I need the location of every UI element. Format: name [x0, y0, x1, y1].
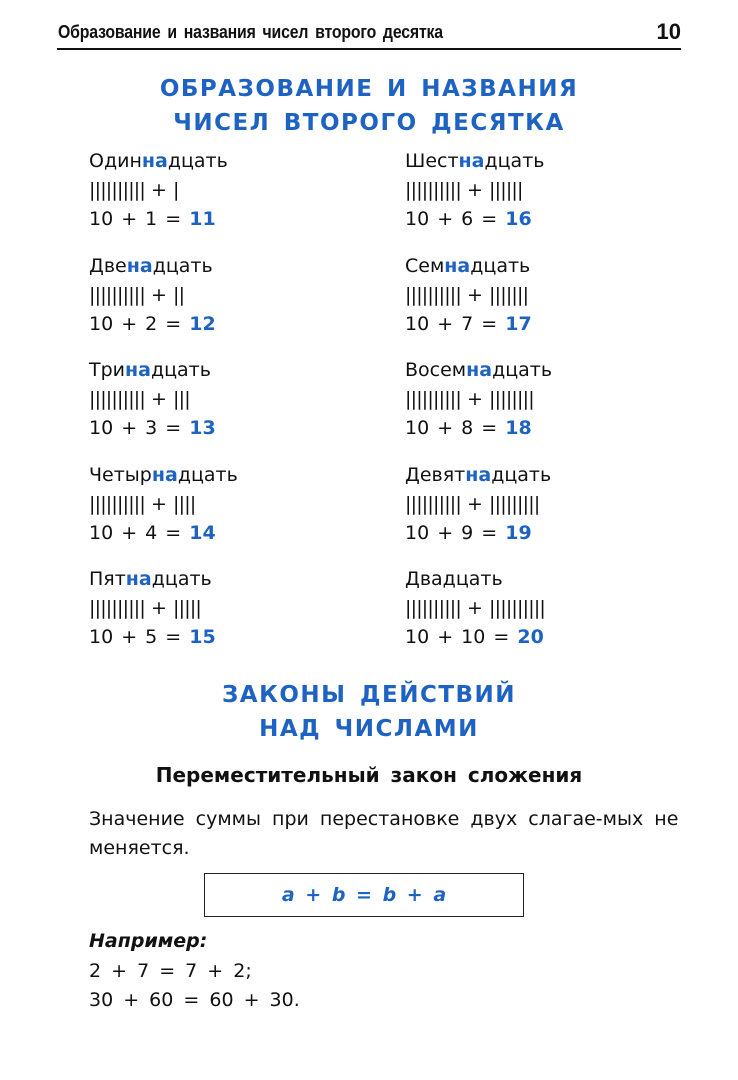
- number-name-highlight: на: [465, 463, 492, 486]
- number-name-prefix: Сем: [405, 254, 445, 277]
- section-title-numbers-line2: ЧИСЕЛ ВТОРОГО ДЕСЯТКА: [173, 110, 565, 136]
- number-entry: [405, 356, 705, 461]
- number-name: [89, 461, 389, 490]
- tally-sticks: [89, 385, 389, 414]
- number-entry: [89, 356, 389, 461]
- tally-units: ||||||||: [489, 388, 534, 410]
- equation-expression: 10 + 7 =: [405, 312, 506, 335]
- equation-expression: 10 + 9 =: [405, 521, 506, 544]
- running-head-title: Образование и названия чисел второго десятка: [58, 22, 443, 42]
- number-name: [89, 565, 389, 594]
- number-name: [405, 356, 705, 385]
- tally-sticks: [405, 594, 705, 623]
- number-name-suffix: дцать: [177, 463, 238, 486]
- number-name: [89, 147, 389, 176]
- tally-units: |||||||||: [489, 492, 540, 515]
- number-name-highlight: на: [125, 568, 152, 590]
- number-name-prefix: Восем: [405, 359, 467, 381]
- equation-expression: 10 + 4 =: [89, 521, 190, 544]
- law-description-text: Значение суммы при перестановке двух слагае-мых не меняется.: [89, 808, 679, 859]
- tally-sticks: [89, 594, 389, 623]
- formula: a + b = b + a: [281, 884, 447, 906]
- tally-units: ||||||||||: [489, 597, 546, 619]
- equation-expression: 10 + 10 =: [405, 626, 518, 648]
- tally-plus: +: [145, 179, 174, 201]
- number-name-prefix: Четыр: [89, 463, 152, 486]
- tally-sticks: [89, 281, 389, 310]
- equation-expression: 10 + 5 =: [89, 626, 190, 648]
- equation: [89, 414, 389, 442]
- equation-expression: 10 + 8 =: [405, 417, 506, 439]
- equation-result: 18: [505, 417, 532, 439]
- law-subheading: Переместительный закон сложения: [155, 763, 583, 787]
- numbers-column-left: [89, 147, 389, 670]
- tally-sticks: [405, 385, 705, 414]
- tally-plus: +: [461, 492, 490, 515]
- tally-units: |||||||: [489, 283, 529, 306]
- tally-ten: ||||||||||: [405, 179, 462, 201]
- page-number: 10: [656, 19, 681, 44]
- number-name-highlight: на: [125, 359, 151, 381]
- number-name-prefix: Три: [89, 359, 126, 381]
- tally-units: |: [173, 179, 179, 201]
- number-name: [89, 356, 389, 385]
- section-title-numbers-line1: ОБРАЗОВАНИЕ И НАЗВАНИЯ: [159, 76, 579, 102]
- running-head: [57, 19, 681, 50]
- tally-ten: ||||||||||: [405, 283, 462, 306]
- number-name-prefix: Один: [89, 150, 142, 172]
- number-name: [405, 252, 705, 281]
- equation: [405, 205, 705, 233]
- example-line-2: 30 + 60 = 60 + 30.: [89, 989, 300, 1011]
- number-name-suffix: дцать: [492, 359, 553, 381]
- tally-plus: +: [145, 388, 174, 410]
- equation: [89, 519, 389, 547]
- number-entry: [405, 252, 705, 357]
- equation: [405, 414, 705, 442]
- equation-result: 16: [505, 208, 532, 230]
- number-name-prefix: Двадцать: [405, 568, 503, 590]
- number-name-prefix: Две: [89, 254, 127, 277]
- equation-result: 19: [505, 521, 532, 544]
- tally-units: ||||: [173, 492, 196, 515]
- number-entry: [89, 461, 389, 566]
- tally-sticks: [89, 490, 389, 519]
- number-name-suffix: дцать: [151, 568, 212, 590]
- tally-ten: ||||||||||: [405, 492, 462, 515]
- number-name: [89, 252, 389, 281]
- equation-expression: 10 + 3 =: [89, 417, 190, 439]
- number-name-suffix: дцать: [491, 463, 552, 486]
- number-entry: [405, 147, 705, 252]
- number-name-prefix: Шест: [405, 150, 459, 172]
- equation-result: 20: [517, 626, 544, 648]
- number-name-suffix: дцать: [152, 254, 213, 277]
- number-entry: [405, 461, 705, 566]
- tally-ten: ||||||||||: [89, 179, 146, 201]
- tally-sticks: [405, 176, 705, 205]
- tally-sticks: [89, 176, 389, 205]
- tally-plus: +: [145, 492, 174, 515]
- number-name-highlight: на: [444, 254, 471, 277]
- number-entry: [89, 147, 389, 252]
- number-name-highlight: на: [458, 150, 485, 172]
- equation-result: 15: [189, 626, 216, 648]
- tally-ten: ||||||||||: [405, 597, 462, 619]
- tally-ten: ||||||||||: [405, 388, 462, 410]
- tally-plus: +: [461, 283, 490, 306]
- numbers-column-right: [405, 147, 705, 670]
- number-name: [405, 147, 705, 176]
- example-line-1: 2 + 7 = 7 + 2;: [89, 960, 252, 982]
- equation-result: 14: [189, 521, 216, 544]
- number-name-highlight: на: [151, 463, 178, 486]
- equation: [89, 623, 389, 651]
- number-entry: [405, 565, 705, 670]
- tally-ten: ||||||||||: [89, 597, 146, 619]
- section-title-laws-line1: ЗАКОНЫ ДЕЙСТВИЙ: [221, 682, 517, 708]
- tally-ten: ||||||||||: [89, 388, 146, 410]
- number-name: [405, 461, 705, 490]
- tally-sticks: [405, 490, 705, 519]
- equation: [89, 205, 389, 233]
- equation: [405, 519, 705, 547]
- number-name-suffix: дцать: [167, 150, 228, 172]
- equation: [89, 310, 389, 338]
- tally-sticks: [405, 281, 705, 310]
- tally-plus: +: [461, 179, 490, 201]
- formula-box: [204, 873, 524, 917]
- number-name-prefix: Пят: [89, 568, 126, 590]
- number-name: [405, 565, 705, 594]
- equation-expression: 10 + 1 =: [89, 208, 190, 230]
- tally-plus: +: [461, 388, 490, 410]
- number-entry: [89, 565, 389, 670]
- number-name-suffix: дцать: [470, 254, 531, 277]
- number-name-highlight: на: [141, 150, 168, 172]
- tally-plus: +: [145, 283, 174, 306]
- equation-result: 13: [189, 417, 216, 439]
- number-name-highlight: на: [466, 359, 493, 381]
- section-title-laws-line2: НАД ЧИСЛАМИ: [259, 716, 479, 742]
- number-entry: [89, 252, 389, 357]
- equation-result: 17: [505, 312, 532, 335]
- tally-units: ||||||: [489, 179, 523, 201]
- tally-ten: ||||||||||: [89, 283, 146, 306]
- tally-units: ||: [173, 283, 185, 306]
- number-name-suffix: дцать: [484, 150, 545, 172]
- tally-units: |||: [173, 388, 190, 410]
- equation: [405, 623, 705, 651]
- number-name-highlight: на: [126, 254, 153, 277]
- tally-units: |||||: [173, 597, 202, 619]
- tally-plus: +: [145, 597, 174, 619]
- equation: [405, 310, 705, 338]
- law-description: [89, 805, 679, 863]
- equation-expression: 10 + 6 =: [405, 208, 506, 230]
- equation-expression: 10 + 2 =: [89, 312, 190, 335]
- tally-ten: ||||||||||: [89, 492, 146, 515]
- number-name-prefix: Девят: [405, 463, 466, 486]
- equation-result: 12: [189, 312, 216, 335]
- number-name-suffix: дцать: [150, 359, 211, 381]
- equation-result: 11: [189, 208, 216, 230]
- example-label: Например:: [89, 930, 208, 952]
- tally-plus: +: [461, 597, 490, 619]
